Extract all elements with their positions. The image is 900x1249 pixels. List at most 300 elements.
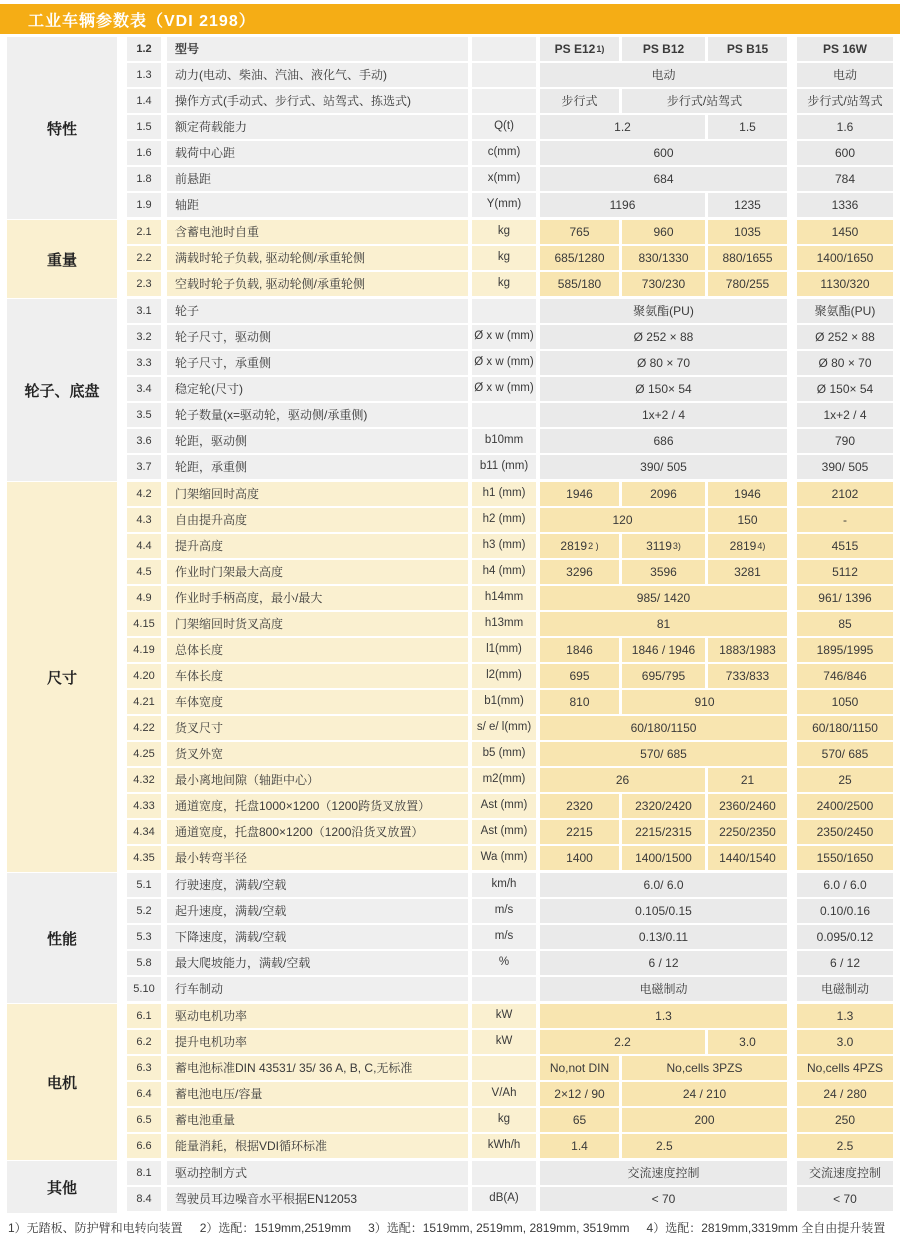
row-description: 作业时手柄高度，最小/最大	[167, 586, 468, 610]
row-unit: m/s	[472, 925, 536, 949]
row-description: 通道宽度，托盘800×1200（1200沿货叉放置）	[167, 820, 468, 844]
table-row	[127, 1030, 893, 1056]
table-row	[127, 351, 893, 377]
value-cell: 2215	[540, 820, 619, 844]
row-description: 车体长度	[167, 664, 468, 688]
value-cell: 765	[540, 220, 619, 244]
value-cell: PS E12 1)	[540, 37, 619, 61]
row-number: 1.9	[127, 193, 161, 217]
value-cell: No,cells 3PZS	[622, 1056, 787, 1080]
row-unit: km/h	[472, 873, 536, 897]
value-cell: 60/180/1150	[540, 716, 787, 740]
value-cell: 21	[708, 768, 787, 792]
row-unit	[472, 403, 536, 427]
row-description: 最大爬坡能力，满载/空载	[167, 951, 468, 975]
row-description: 轴距	[167, 193, 468, 217]
value-cell: PS B15	[708, 37, 787, 61]
value-cell: 1846	[540, 638, 619, 662]
table-row	[127, 612, 893, 638]
value-cell: 电动	[540, 63, 787, 87]
row-description: 自由提升高度	[167, 508, 468, 532]
table-row	[127, 716, 893, 742]
row-unit: Ø x w (mm)	[472, 325, 536, 349]
table-row	[127, 742, 893, 768]
row-description: 轮子数量(x=驱动轮，驱动侧/承重侧)	[167, 403, 468, 427]
row-number: 6.2	[127, 1030, 161, 1054]
table-row	[127, 794, 893, 820]
value-cell: 24 / 210	[622, 1082, 787, 1106]
value-cell-ps16w: -	[797, 508, 893, 532]
section-rows	[127, 1004, 893, 1160]
row-unit: h14mm	[472, 586, 536, 610]
value-cell: 电磁制动	[540, 977, 787, 1001]
row-description: 总体长度	[167, 638, 468, 662]
table-row	[127, 246, 893, 272]
row-number: 8.4	[127, 1187, 161, 1211]
table-row	[127, 167, 893, 193]
row-number: 4.25	[127, 742, 161, 766]
row-description: 前悬距	[167, 167, 468, 191]
value-cell: 2.5	[622, 1134, 787, 1158]
value-cell: 685/1280	[540, 246, 619, 270]
row-unit	[472, 37, 536, 61]
value-cell-ps16w: 3.0	[797, 1030, 893, 1054]
row-unit: kW	[472, 1030, 536, 1054]
row-number: 4.34	[127, 820, 161, 844]
value-cell: 1.4	[540, 1134, 619, 1158]
table-row	[127, 1161, 893, 1187]
row-unit	[472, 1161, 536, 1185]
row-description: 货叉外宽	[167, 742, 468, 766]
value-cell-ps16w: 6 / 12	[797, 951, 893, 975]
row-number: 3.3	[127, 351, 161, 375]
value-cell: 120	[540, 508, 705, 532]
table-row	[127, 37, 893, 63]
table-row	[127, 455, 893, 481]
value-cell-ps16w: 2.5	[797, 1134, 893, 1158]
value-cell: 交流速度控制	[540, 1161, 787, 1185]
value-cell: 600	[540, 141, 787, 165]
value-cell-ps16w: 交流速度控制	[797, 1161, 893, 1185]
value-cell-ps16w: 250	[797, 1108, 893, 1132]
section-rows	[127, 37, 893, 219]
row-number: 4.3	[127, 508, 161, 532]
row-description: 行驶速度，满载/空载	[167, 873, 468, 897]
table-row	[127, 534, 893, 560]
table-row	[127, 951, 893, 977]
value-cell: 2096	[622, 482, 705, 506]
row-number: 2.3	[127, 272, 161, 296]
value-cell: 585/180	[540, 272, 619, 296]
value-cell: 0.105/0.15	[540, 899, 787, 923]
table-row	[127, 820, 893, 846]
value-cell-ps16w: 聚氨酯(PU)	[797, 299, 893, 323]
table-row	[127, 272, 893, 298]
row-description: 能量消耗，根据VDI循环标准	[167, 1134, 468, 1158]
value-cell: 26	[540, 768, 705, 792]
value-cell: No,not DIN	[540, 1056, 619, 1080]
row-number: 5.8	[127, 951, 161, 975]
value-cell-ps16w: Ø 80 × 70	[797, 351, 893, 375]
table-row	[127, 220, 893, 246]
row-number: 4.32	[127, 768, 161, 792]
footnotes	[8, 1219, 900, 1236]
row-number: 2.2	[127, 246, 161, 270]
value-cell: 733/833	[708, 664, 787, 688]
row-description: 下降速度，满载/空载	[167, 925, 468, 949]
value-cell-ps16w: Ø 150× 54	[797, 377, 893, 401]
value-cell: 695	[540, 664, 619, 688]
row-number: 6.6	[127, 1134, 161, 1158]
value-cell: 3.0	[708, 1030, 787, 1054]
value-cell-ps16w: 1336	[797, 193, 893, 217]
table-row	[127, 141, 893, 167]
value-cell: 2819 4)	[708, 534, 787, 558]
table-row	[127, 377, 893, 403]
table-row	[127, 664, 893, 690]
row-unit: kg	[472, 1108, 536, 1132]
row-unit: b11 (mm)	[472, 455, 536, 479]
row-number: 5.3	[127, 925, 161, 949]
row-number: 1.4	[127, 89, 161, 113]
row-description: 轮子尺寸，承重侧	[167, 351, 468, 375]
row-number: 6.3	[127, 1056, 161, 1080]
value-cell: 6.0/ 6.0	[540, 873, 787, 897]
row-number: 4.22	[127, 716, 161, 740]
value-cell: 780/255	[708, 272, 787, 296]
section-rows	[127, 873, 893, 1003]
row-unit: h1 (mm)	[472, 482, 536, 506]
value-cell: 1235	[708, 193, 787, 217]
row-unit: kWh/h	[472, 1134, 536, 1158]
row-description: 货叉尺寸	[167, 716, 468, 740]
value-cell: 1x+2 / 4	[540, 403, 787, 427]
value-cell: Ø 150× 54	[540, 377, 787, 401]
value-cell: 3119 3)	[622, 534, 705, 558]
row-description: 额定荷载能力	[167, 115, 468, 139]
row-unit: dB(A)	[472, 1187, 536, 1211]
value-cell-ps16w: 0.10/0.16	[797, 899, 893, 923]
value-cell: 686	[540, 429, 787, 453]
value-cell-ps16w: < 70	[797, 1187, 893, 1211]
value-cell-ps16w: 784	[797, 167, 893, 191]
row-unit: h2 (mm)	[472, 508, 536, 532]
row-description: 空载时轮子负载, 驱动轮侧/承重轮侧	[167, 272, 468, 296]
table-row	[127, 873, 893, 899]
row-description: 操作方式(手动式、步行式、站驾式、拣选式)	[167, 89, 468, 113]
value-cell-ps16w: 961/ 1396	[797, 586, 893, 610]
value-cell: 2320/2420	[622, 794, 705, 818]
value-cell-ps16w: 25	[797, 768, 893, 792]
table-section	[7, 220, 893, 298]
section-label: 尺寸	[7, 482, 117, 872]
row-number: 4.20	[127, 664, 161, 688]
section-label: 其他	[7, 1161, 117, 1213]
value-cell: 1035	[708, 220, 787, 244]
value-cell-ps16w: 390/ 505	[797, 455, 893, 479]
row-number: 1.5	[127, 115, 161, 139]
footnote: 4）选配：2819mm,3319mm 全自由提升装置	[646, 1221, 886, 1235]
row-number: 6.5	[127, 1108, 161, 1132]
row-unit: Wa (mm)	[472, 846, 536, 870]
table-row	[127, 768, 893, 794]
value-cell-ps16w: 电磁制动	[797, 977, 893, 1001]
row-unit	[472, 89, 536, 113]
table-row	[127, 115, 893, 141]
table-row	[127, 193, 893, 219]
value-cell-ps16w: 步行式/站驾式	[797, 89, 893, 113]
table-row	[127, 508, 893, 534]
row-number: 1.8	[127, 167, 161, 191]
row-description: 门架缩回时货叉高度	[167, 612, 468, 636]
row-description: 门架缩回时高度	[167, 482, 468, 506]
value-cell: 步行式/站驾式	[622, 89, 787, 113]
row-number: 4.9	[127, 586, 161, 610]
table-section	[7, 1004, 893, 1160]
row-unit: b10mm	[472, 429, 536, 453]
row-number: 4.2	[127, 482, 161, 506]
value-cell: 2819 2 )	[540, 534, 619, 558]
value-cell: 810	[540, 690, 619, 714]
row-number: 3.7	[127, 455, 161, 479]
row-description: 提升高度	[167, 534, 468, 558]
value-cell: 0.13/0.11	[540, 925, 787, 949]
value-cell-ps16w: 6.0 / 6.0	[797, 873, 893, 897]
row-unit: kg	[472, 220, 536, 244]
section-label: 电机	[7, 1004, 117, 1160]
value-cell: PS B12	[622, 37, 705, 61]
value-cell: 3596	[622, 560, 705, 584]
table-row	[127, 925, 893, 951]
row-description: 驱动电机功率	[167, 1004, 468, 1028]
value-cell-ps16w: 1x+2 / 4	[797, 403, 893, 427]
value-cell-ps16w: 1895/1995	[797, 638, 893, 662]
value-cell-ps16w: 60/180/1150	[797, 716, 893, 740]
row-description: 轮距，承重侧	[167, 455, 468, 479]
value-cell-ps16w: 4515	[797, 534, 893, 558]
value-cell: 2360/2460	[708, 794, 787, 818]
section-label: 重量	[7, 220, 117, 298]
value-cell: Ø 252 × 88	[540, 325, 787, 349]
footnote: 3）选配：1519mm, 2519mm, 2819mm, 3519mm	[368, 1221, 630, 1235]
value-cell: 1400/1500	[622, 846, 705, 870]
value-cell-ps16w: 电动	[797, 63, 893, 87]
table-row	[127, 1082, 893, 1108]
value-cell: 1196	[540, 193, 705, 217]
row-unit: Ø x w (mm)	[472, 377, 536, 401]
row-description: 满载时轮子负载, 驱动轮侧/承重轮侧	[167, 246, 468, 270]
footnote: 1）无踏板、防护臂和电转向装置	[8, 1221, 183, 1235]
row-unit: x(mm)	[472, 167, 536, 191]
value-cell-ps16w: Ø 252 × 88	[797, 325, 893, 349]
row-unit: kg	[472, 272, 536, 296]
table-row	[127, 560, 893, 586]
value-cell-ps16w: 1550/1650	[797, 846, 893, 870]
row-number: 3.2	[127, 325, 161, 349]
row-unit: b1(mm)	[472, 690, 536, 714]
table-section	[7, 37, 893, 219]
row-unit: m/s	[472, 899, 536, 923]
footnote: 2）选配：1519mm,2519mm	[199, 1221, 352, 1235]
row-unit: l2(mm)	[472, 664, 536, 688]
value-cell-ps16w: 1050	[797, 690, 893, 714]
value-cell: 1.5	[708, 115, 787, 139]
value-cell: 1440/1540	[708, 846, 787, 870]
row-description: 稳定轮(尺寸)	[167, 377, 468, 401]
value-cell: 2215/2315	[622, 820, 705, 844]
value-cell-ps16w: 1.6	[797, 115, 893, 139]
row-number: 3.1	[127, 299, 161, 323]
value-cell-ps16w: 2350/2450	[797, 820, 893, 844]
section-label: 轮子、底盘	[7, 299, 117, 481]
row-number: 5.2	[127, 899, 161, 923]
row-unit: Q(t)	[472, 115, 536, 139]
value-cell: 81	[540, 612, 787, 636]
table-section	[7, 482, 893, 872]
value-cell-ps16w: 570/ 685	[797, 742, 893, 766]
value-cell-ps16w: No,cells 4PZS	[797, 1056, 893, 1080]
row-unit: l1(mm)	[472, 638, 536, 662]
row-unit	[472, 977, 536, 1001]
row-description: 最小转弯半径	[167, 846, 468, 870]
value-cell: 695/795	[622, 664, 705, 688]
table-row	[127, 1056, 893, 1082]
row-unit: b5 (mm)	[472, 742, 536, 766]
value-cell: 3296	[540, 560, 619, 584]
row-number: 2.1	[127, 220, 161, 244]
table-row	[127, 586, 893, 612]
row-number: 4.21	[127, 690, 161, 714]
table-row	[127, 846, 893, 872]
table-row	[127, 690, 893, 716]
value-cell-ps16w: 1130/320	[797, 272, 893, 296]
row-description: 驱动控制方式	[167, 1161, 468, 1185]
row-description: 蓄电池电压/容量	[167, 1082, 468, 1106]
row-unit: Y(mm)	[472, 193, 536, 217]
table-row	[127, 1004, 893, 1030]
table-row	[127, 638, 893, 664]
section-rows	[127, 220, 893, 298]
row-unit: kg	[472, 246, 536, 270]
row-description: 最小离地间隙（轴距中心）	[167, 768, 468, 792]
value-cell-ps16w: 0.095/0.12	[797, 925, 893, 949]
value-cell: 3281	[708, 560, 787, 584]
row-number: 4.19	[127, 638, 161, 662]
row-number: 4.33	[127, 794, 161, 818]
spec-table	[7, 37, 893, 1213]
row-unit	[472, 299, 536, 323]
row-unit: Ø x w (mm)	[472, 351, 536, 375]
row-number: 3.4	[127, 377, 161, 401]
row-number: 1.2	[127, 37, 161, 61]
table-row	[127, 429, 893, 455]
row-number: 4.35	[127, 846, 161, 870]
value-cell: 聚氨酯(PU)	[540, 299, 787, 323]
title-banner	[0, 4, 900, 34]
value-cell: 985/ 1420	[540, 586, 787, 610]
value-cell: 830/1330	[622, 246, 705, 270]
value-cell: 910	[622, 690, 787, 714]
table-row	[127, 89, 893, 115]
value-cell-ps16w: 24 / 280	[797, 1082, 893, 1106]
value-cell: 684	[540, 167, 787, 191]
row-unit: Ast (mm)	[472, 820, 536, 844]
row-unit	[472, 1056, 536, 1080]
value-cell: 960	[622, 220, 705, 244]
row-unit: h13mm	[472, 612, 536, 636]
value-cell-ps16w: PS 16W	[797, 37, 893, 61]
value-cell-ps16w: 1400/1650	[797, 246, 893, 270]
row-description: 驾驶员耳边噪音水平根据EN12053	[167, 1187, 468, 1211]
value-cell-ps16w: 1.3	[797, 1004, 893, 1028]
section-rows	[127, 1161, 893, 1213]
table-row	[127, 1108, 893, 1134]
value-cell: Ø 80 × 70	[540, 351, 787, 375]
row-unit: Ast (mm)	[472, 794, 536, 818]
row-description: 作业时门架最大高度	[167, 560, 468, 584]
row-description: 起升速度，满载/空载	[167, 899, 468, 923]
value-cell: 2250/2350	[708, 820, 787, 844]
value-cell: 2320	[540, 794, 619, 818]
row-unit: kW	[472, 1004, 536, 1028]
value-cell-ps16w: 1450	[797, 220, 893, 244]
value-cell: 1.2	[540, 115, 705, 139]
value-cell: 6 / 12	[540, 951, 787, 975]
table-row	[127, 899, 893, 925]
row-description: 型号	[167, 37, 468, 61]
row-unit: V/Ah	[472, 1082, 536, 1106]
row-number: 6.1	[127, 1004, 161, 1028]
table-section	[7, 1161, 893, 1213]
value-cell: 1846 / 1946	[622, 638, 705, 662]
value-cell: 730/230	[622, 272, 705, 296]
row-number: 3.6	[127, 429, 161, 453]
row-number: 4.5	[127, 560, 161, 584]
row-description: 轮子	[167, 299, 468, 323]
section-label: 特性	[7, 37, 117, 219]
row-number: 8.1	[127, 1161, 161, 1185]
value-cell: 200	[622, 1108, 787, 1132]
row-unit: m2(mm)	[472, 768, 536, 792]
table-row	[127, 482, 893, 508]
value-cell-ps16w: 790	[797, 429, 893, 453]
table-section	[7, 299, 893, 481]
value-cell: 1946	[708, 482, 787, 506]
row-unit: s/ e/ l(mm)	[472, 716, 536, 740]
row-unit	[472, 63, 536, 87]
value-cell: < 70	[540, 1187, 787, 1211]
value-cell-ps16w: 2400/2500	[797, 794, 893, 818]
section-rows	[127, 482, 893, 872]
row-description: 行车制动	[167, 977, 468, 1001]
row-description: 蓄电池重量	[167, 1108, 468, 1132]
row-description: 含蓄电池时自重	[167, 220, 468, 244]
page-title: 工业车辆参数表（VDI 2198）	[28, 12, 256, 30]
value-cell: 65	[540, 1108, 619, 1132]
table-row	[127, 403, 893, 429]
row-number: 1.6	[127, 141, 161, 165]
table-section	[7, 873, 893, 1003]
value-cell-ps16w: 746/846	[797, 664, 893, 688]
row-number: 5.1	[127, 873, 161, 897]
value-cell: 1883/1983	[708, 638, 787, 662]
value-cell: 2.2	[540, 1030, 705, 1054]
row-description: 轮子尺寸，驱动侧	[167, 325, 468, 349]
table-row	[127, 1187, 893, 1213]
row-number: 3.5	[127, 403, 161, 427]
row-description: 蓄电池标准DIN 43531/ 35/ 36 A, B, C,无标准	[167, 1056, 468, 1080]
table-row	[127, 325, 893, 351]
